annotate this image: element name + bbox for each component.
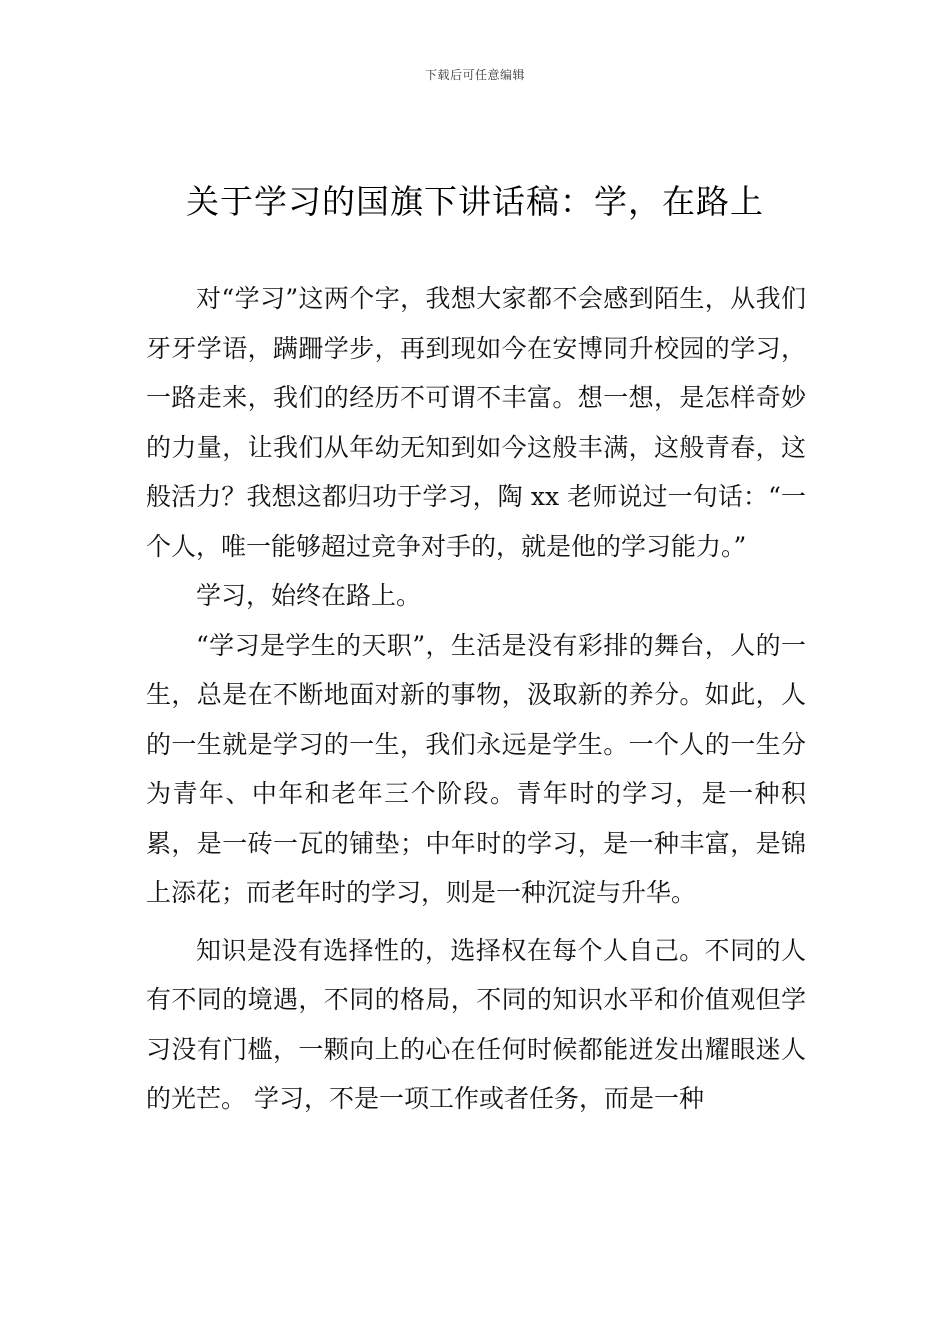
document-title: 关于学习的国旗下讲话稿：学，在路上: [186, 182, 764, 221]
header-note: 下载后可任意编辑: [424, 68, 525, 82]
document-body: [146, 274, 806, 1124]
paragraph: 学习，始终在路上。: [196, 581, 422, 610]
paragraph: 知识是没有选择性的，选择权在每个人自己。不同的人有不同的境遇，不同的格局，不同的知识水平和价值观但学习没有门槛，一颗向上的心在任何时候都能迸发出耀眼迷人的光芒。 学习，不是一项工作或者任务，而是一种: [146, 935, 806, 1113]
paragraph: “学习是学生的天职”，生活是没有彩排的舞台，人的一生，总是在不断地面对新的事物，汲取新的养分。如此，人的一生就是学习的一生，我们永远是学生。一个人的一生分为青年、中年和老年三个阶段。青年时的学习，是一种积累，是一砖一瓦的铺垫；中年时的学习，是一种丰富，是锦上添花；而老年时的学习，则是一种沉淀与升华。: [146, 630, 806, 907]
paragraph: 对“学习”这两个字，我想大家都不会感到陌生，从我们牙牙学语，蹒跚学步，再到现如今在安博同升校园的学习，一路走来，我们的经历不可谓不丰富。想一想，是怎样奇妙的力量，让我们从年幼无知到如今这般丰满，这般青春，这般活力？我想这都归功于学习，陶 xx 老师说过一句话：“一个人，唯一能够超过竞争对手的，就是他的学习能力。”: [146, 284, 806, 561]
